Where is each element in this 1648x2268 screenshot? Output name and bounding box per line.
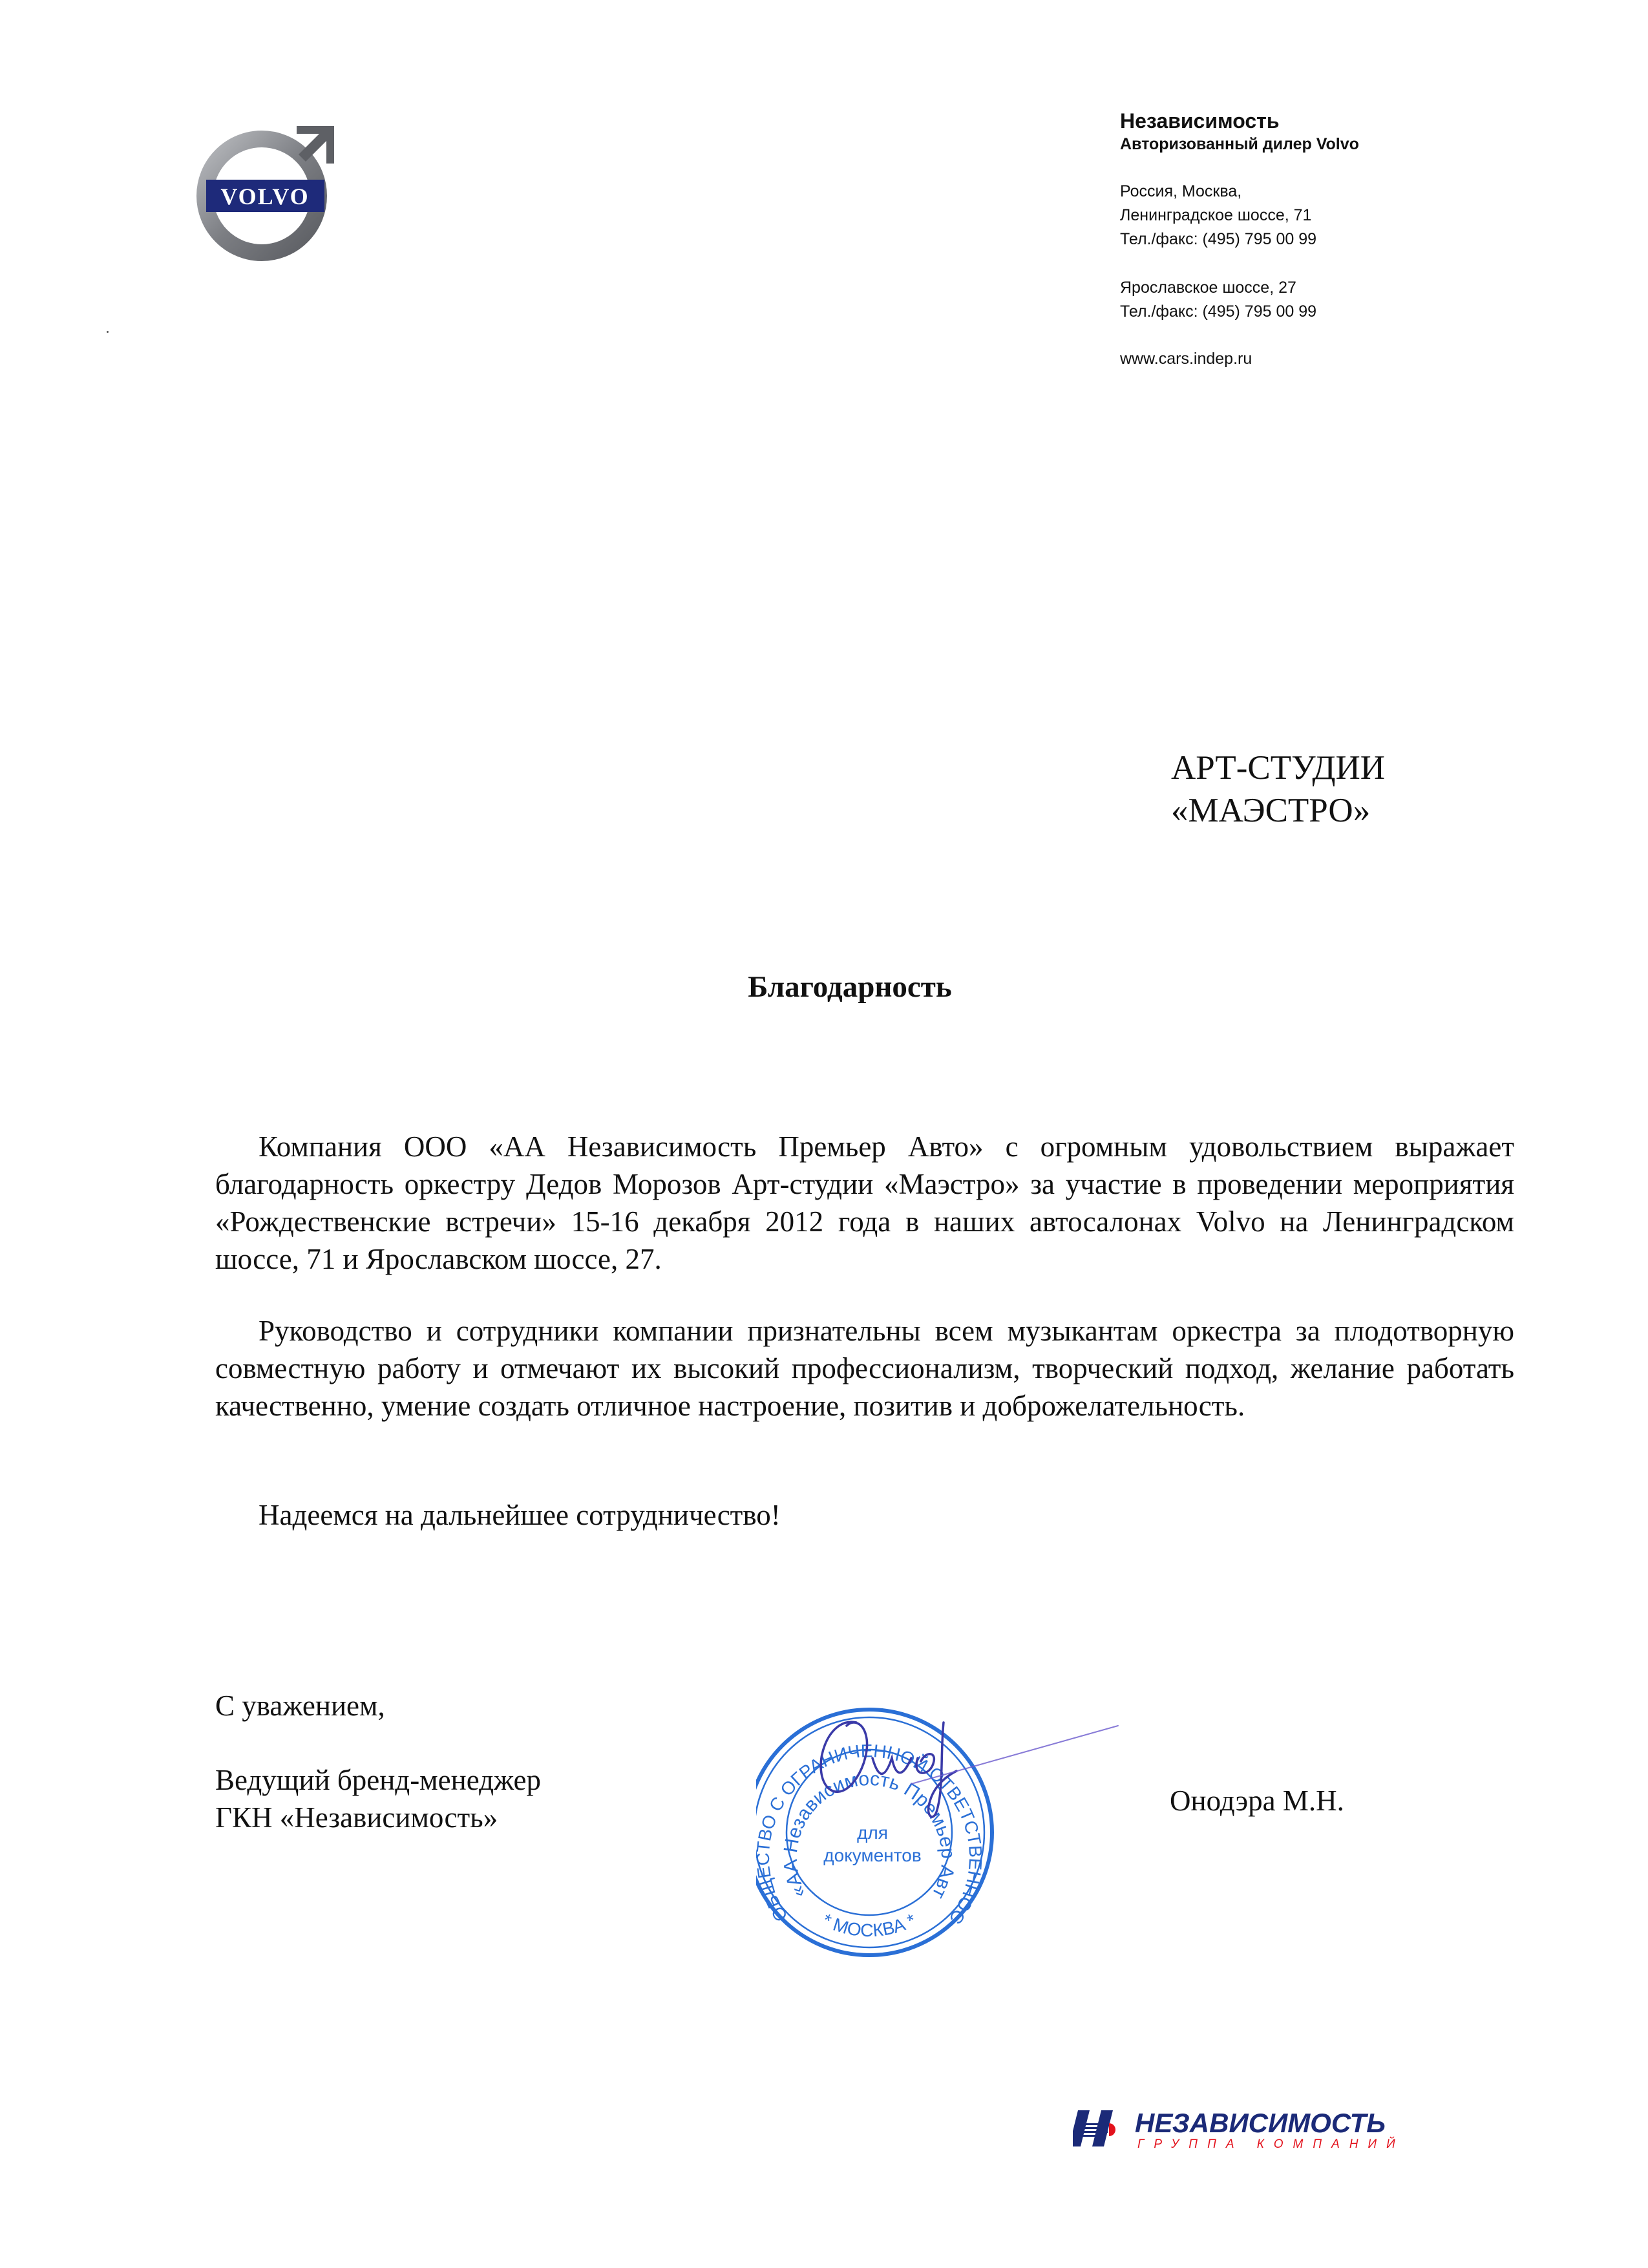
- closing: С уважением,: [215, 1690, 385, 1722]
- dealer-name: Независимость: [1120, 109, 1280, 132]
- signer-role-line-2: ГКН «Независимость»: [215, 1801, 498, 1834]
- signer-role: [215, 1761, 541, 1836]
- volvo-wordmark: VOLVO: [220, 184, 310, 209]
- address-1-line-2: Ленинградское шоссе, 71: [1120, 206, 1312, 224]
- dealer-info: [1120, 109, 1359, 371]
- stamp-bottom-text: * МОСКВА *: [819, 1909, 920, 1941]
- addressee: [1171, 747, 1385, 832]
- body-paragraph: [215, 1312, 1514, 1425]
- group-logo-mark-icon: [1073, 2110, 1117, 2146]
- signer-name: Онодэра М.Н.: [1170, 1785, 1344, 1817]
- dealer-subtitle: Авторизованный дилер Volvo: [1120, 135, 1359, 153]
- dealer-website: www.cars.indep.ru: [1120, 350, 1252, 368]
- addressee-line-2: «МАЭСТРО»: [1171, 792, 1371, 829]
- body-paragraph: [215, 1496, 1514, 1534]
- paragraph-text: Компания ООО «АА Независимость Премьер Авто» с огромным удовольствием выражает благодарность оркестру Дедов Морозов Арт-студии «Маэстро» за участие в проведении мероприятия «Рождественские встречи» 15-16 декабря 2012 года в наших автосалонах Volvo на Ленинградском шоссе, 71 и Ярославском шоссе, 27.: [215, 1130, 1514, 1275]
- scan-speck: [107, 331, 109, 333]
- address-1-phone: Тел./факс: (495) 795 00 99: [1120, 230, 1317, 248]
- stamp-center-line-2: документов: [823, 1845, 922, 1865]
- address-2-line-1: Ярославское шоссе, 27: [1120, 279, 1296, 297]
- body-paragraph: [215, 1128, 1514, 1278]
- group-logo-tagline: ГРУППА КОМПАНИЙ: [1137, 2137, 1405, 2151]
- stamp-inner-text: «АА Независимость Премьер Авт: [779, 1768, 959, 1902]
- address-2-phone: Тел./факс: (495) 795 00 99: [1120, 302, 1317, 321]
- volvo-logo-icon: [191, 113, 349, 271]
- group-logo-name: НЕЗАВИСИМОСТЬ: [1135, 2108, 1386, 2138]
- addressee-line-1: АРТ-СТУДИИ: [1171, 749, 1386, 787]
- stamp-center-line-1: для: [857, 1823, 888, 1843]
- paragraph-text: Надеемся на дальнейшее сотрудничество!: [259, 1499, 781, 1531]
- stamp-outer-text: ОБЩ ВО С ОГРАНИЧЕННОЙ ОТВЕТСТВЕННОС: [756, 1741, 986, 1927]
- address-1-line-1: Россия, Москва,: [1120, 182, 1242, 200]
- paragraph-text: Руководство и сотрудники компании признательны всем музыкантам оркестра за плодотворную совместную работу и отмечают их высокий профессионализм, творческий подход, желание работать качественно, умение создать отличное настроение, позитив и доброжелательность.: [215, 1315, 1514, 1422]
- signer-role-line-1: Ведущий бренд-менеджер: [215, 1764, 541, 1796]
- company-stamp: [756, 1645, 1157, 2007]
- document-title: Благодарность: [748, 970, 952, 1004]
